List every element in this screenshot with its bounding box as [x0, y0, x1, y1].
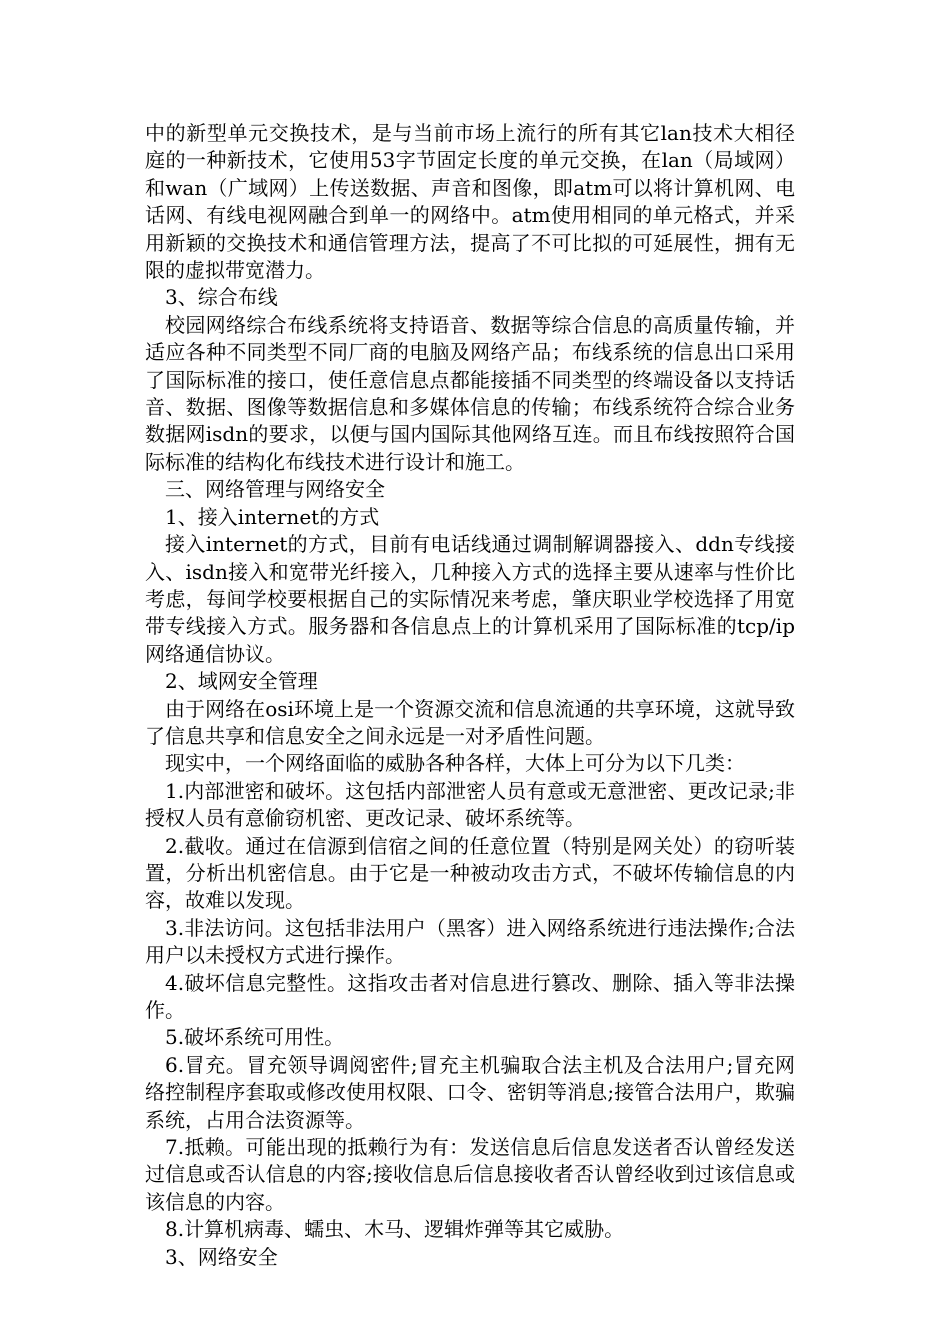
list-item-threat-6: 6.冒充。冒充领导调阅密件;冒充主机骗取合法主机及合法用户;冒充网络控制程序套取或修改使用权限、口令、密钥等消息;接管合法用户，欺骗系统，占用合法资源等。	[145, 1052, 795, 1132]
section-heading-lan-security: 2、域网安全管理	[165, 669, 318, 694]
paragraph-threat-categories: 现实中，一个网络面临的威胁各种各样，大体上可分为以下几类：	[165, 751, 745, 776]
document-page	[145, 120, 795, 1271]
list-item-threat-5: 5.破坏系统可用性。	[165, 1025, 345, 1050]
section-heading-network-security: 3、网络安全	[165, 1244, 278, 1269]
paragraph-osi-sharing: 由于网络在osi环境上是一个资源交流和信息流通的共享环境，这就导致了信息共享和信息安全之间永远是一对矛盾性问题。	[145, 696, 795, 748]
paragraph-cabling: 校园网络综合布线系统将支持语音、数据等综合信息的高质量传输，并适应各种不同类型不同厂商的电脑及网络产品；布线系统的信息出口采用了国际标准的接口，使任意信息点都能接插不同类型的终端设备以支持话音、数据、图像等数据信息和多媒体信息的传输；布线系统符合综合业务数据网isdn的要求，以便与国内国际其他网络互连。而且布线按照符合国际标准的结构化布线技术进行设计和施工。	[145, 312, 795, 474]
list-item-threat-7: 7.抵赖。可能出现的抵赖行为有：发送信息后信息发送者否认曾经发送过信息或否认信息的内容;接收信息后信息接收者否认曾经收到过该信息或该信息的内容。	[145, 1135, 795, 1214]
section-heading-internet-access: 1、接入internet的方式	[165, 504, 380, 529]
section-heading-cabling: 3、综合布线	[165, 285, 278, 310]
list-item-threat-4: 4.破坏信息完整性。这指攻击者对信息进行篡改、删除、插入等非法操作。	[145, 970, 795, 1022]
list-item-threat-1: 1.内部泄密和破坏。这包括内部泄密人员有意或无意泄密、更改记录;非授权人员有意偷窃机密、更改记录、破坏系统等。	[145, 778, 795, 831]
section-heading-network-management: 三、网络管理与网络安全	[165, 477, 385, 502]
list-item-threat-8: 8.计算机病毒、蠕虫、木马、逻辑炸弹等其它威胁。	[165, 1217, 625, 1242]
paragraph-atm-intro: 中的新型单元交换技术，是与当前市场上流行的所有其它lan技术大相径庭的一种新技术，它使用53字节固定长度的单元交换，在lan（局域网）和wan（广域网）上传送数据、声音和图像，即atm可以将计算机网、电话网、有线电视网融合到单一的网络中。atm使用相同的单元格式，并采用新颖的交换技术和通信管理方法，提高了不可比拟的可延展性，拥有无限的虚拟带宽潜力。	[145, 121, 795, 283]
paragraph-internet-access: 接入internet的方式，目前有电话线通过调制解调器接入、ddn专线接入、isdn接入和宽带光纤接入，几种接入方式的选择主要从速率与性价比考虑，每间学校要根据自己的实际情况来考虑，肇庆职业学校选择了用宽带专线接入方式。服务器和各信息点上的计算机采用了国际标准的tcp/ip网络通信协议。	[145, 532, 795, 666]
list-item-threat-3: 3.非法访问。这包括非法用户（黑客）进入网络系统进行违法操作;合法用户以未授权方式进行操作。	[145, 915, 795, 968]
list-item-threat-2: 2.截收。通过在信源到信宿之间的任意位置（特别是网关处）的窃听装置，分析出机密信息。由于它是一种被动攻击方式，不破坏传输信息的内容，故难以发现。	[145, 833, 795, 913]
